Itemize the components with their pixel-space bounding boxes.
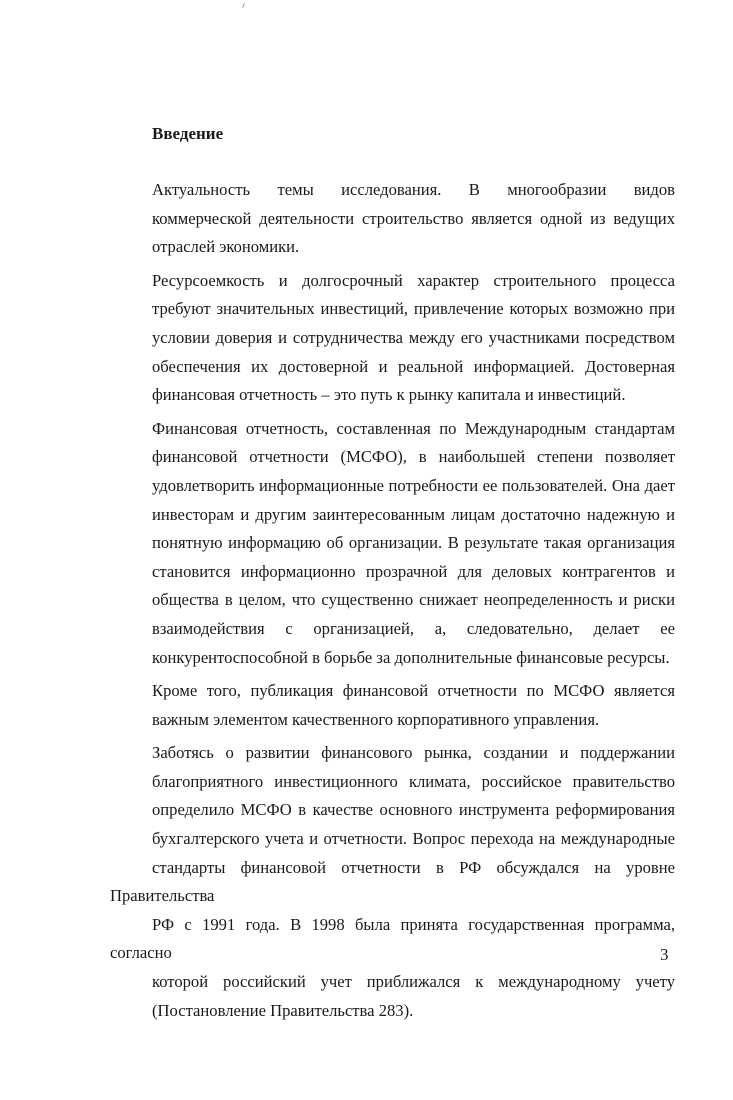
section-heading: Введение bbox=[152, 124, 224, 143]
text-line: РФ с 1991 года. В 1998 была принята государственная программа, согласно bbox=[110, 914, 675, 963]
text-line: отраслей экономики. bbox=[152, 237, 300, 257]
text-line: финансовая отчетность – это путь к рынку капитала и инвестиций. bbox=[152, 385, 626, 405]
text-line: коммерческой деятельности строительство является одной из ведущих bbox=[152, 208, 675, 228]
text-line: которой российский учет приближался к международному учету bbox=[152, 972, 675, 992]
text-line: общества в целом, что существенно снижает неопределенность и риски bbox=[152, 590, 675, 610]
text-line: важным элементом качественного корпоративного управления. bbox=[152, 709, 600, 729]
text-line: взаимодействия с организацией, а, следовательно, делает ее bbox=[152, 618, 675, 638]
text-line: Заботясь о развитии финансового рынка, создании и поддержании bbox=[152, 743, 675, 763]
text-line: условии доверия и сотрудничества между его участниками посредством bbox=[152, 327, 675, 347]
text-line: (Постановление Правительства 283). bbox=[152, 1000, 414, 1020]
text-line: обеспечения их достоверной и реальной информацией. Достоверная bbox=[152, 356, 675, 376]
text-line: удовлетворить информационные потребности ее пользователей. Она дает bbox=[152, 475, 675, 495]
paragraph-4 bbox=[110, 677, 675, 734]
text-line: Финансовая отчетность, составленная по Международным стандартам bbox=[152, 418, 675, 438]
text-line: понятную информацию об организации. В результате такая организация bbox=[152, 533, 675, 553]
text-line: становится информационно прозрачной для деловых контрагентов и bbox=[152, 561, 675, 581]
text-line: Ресурсоемкость и долгосрочный характер строительного процесса bbox=[152, 270, 675, 290]
text-line: определило МСФО в качестве основного инструмента реформирования bbox=[152, 800, 675, 820]
text-line: финансовой отчетности (МСФО), в наибольшей степени позволяет bbox=[152, 447, 675, 467]
text-line: Кроме того, публикация финансовой отчетности по МСФО является bbox=[152, 681, 675, 701]
text-line: Актуальность темы исследования. В многообразии видов bbox=[152, 180, 675, 199]
text-line: инвесторам и другим заинтересованным лицам достаточно надежную и bbox=[152, 504, 675, 524]
text-line: благоприятного инвестиционного климата, российское правительство bbox=[152, 771, 675, 791]
body-text bbox=[110, 176, 675, 1030]
text-line: требуют значительных инвестиций, привлечение которых возможно при bbox=[152, 299, 675, 319]
text-line: конкурентоспособной в борьбе за дополнительные финансовые ресурсы. bbox=[152, 647, 670, 667]
paragraph-5 bbox=[110, 739, 675, 1025]
text-line: бухгалтерского учета и отчетности. Вопрос перехода на международные bbox=[152, 829, 675, 849]
page-number: 3 bbox=[660, 945, 669, 964]
paragraph-1 bbox=[110, 176, 675, 262]
text-line: стандарты финансовой отчетности в РФ обсуждался на уровне Правительства bbox=[110, 857, 675, 906]
paragraph-2 bbox=[110, 267, 675, 410]
paragraph-3 bbox=[110, 415, 675, 672]
scan-speck bbox=[242, 3, 245, 8]
